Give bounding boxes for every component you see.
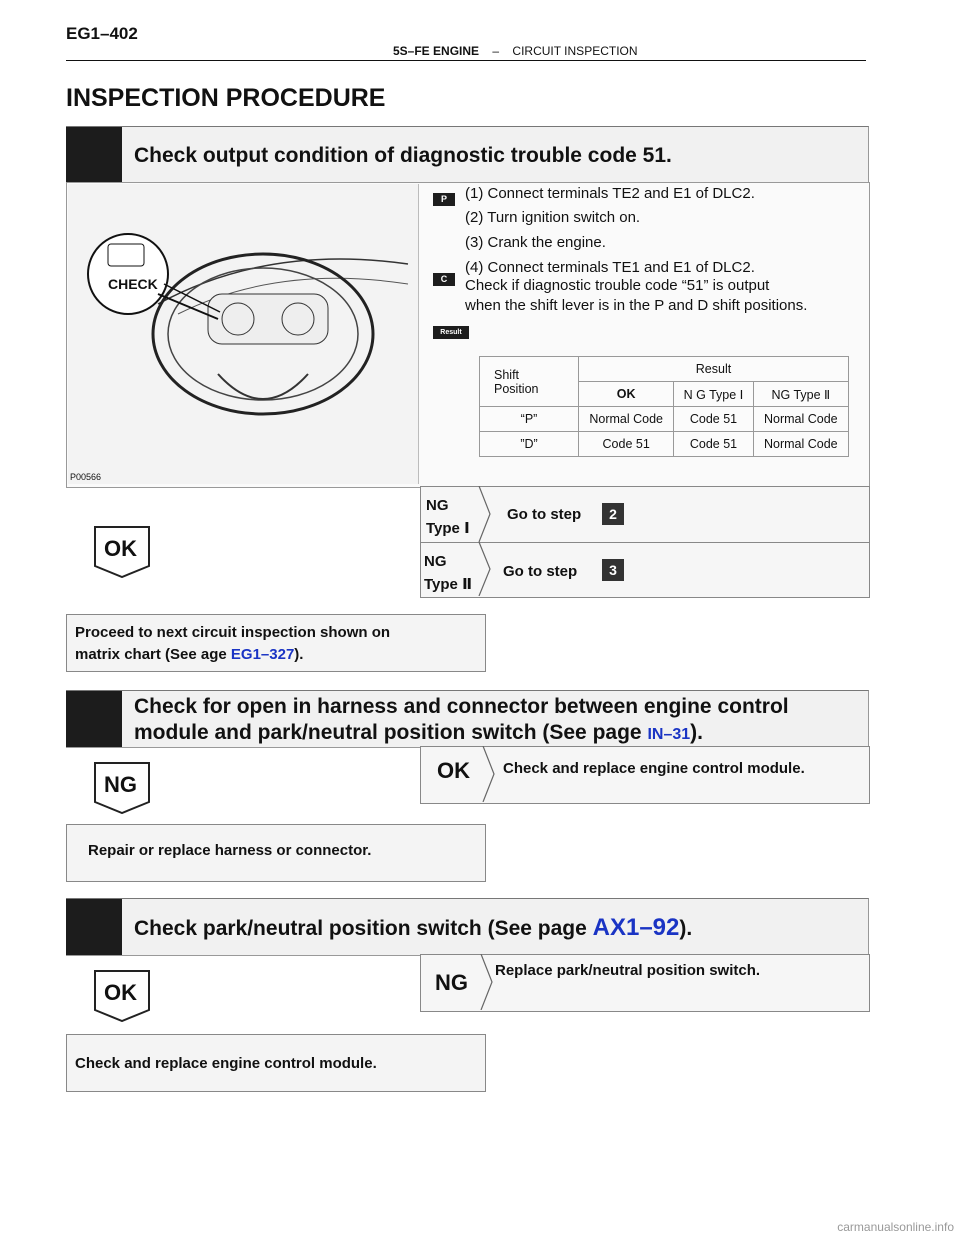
row-ng2: Normal Code <box>753 432 848 457</box>
engine-label: 5S–FE ENGINE <box>393 44 480 58</box>
row-pos: “P” <box>480 407 579 432</box>
ng2-arrow <box>478 542 492 596</box>
col-shift-line2: Position <box>494 381 539 396</box>
step2-ok-arrow <box>482 746 496 802</box>
proceed-line2-pre: matrix chart (See age <box>75 646 231 663</box>
badge-result: Result <box>433 326 469 339</box>
step1-header <box>66 126 869 184</box>
ng2-label-line1: NG <box>424 553 447 570</box>
ng1-label-line2: Type Ⅰ <box>426 520 470 537</box>
table-row <box>480 407 849 432</box>
step3-title <box>134 915 692 942</box>
dashboard-drawing <box>68 184 418 484</box>
row-ng1: Code 51 <box>674 432 753 457</box>
proceed-box <box>66 614 486 672</box>
step1-title: Check output condition of diagnostic trouble code 51. <box>134 144 672 167</box>
result-table <box>479 356 849 457</box>
step2-ng-action: Repair or replace harness or connector. <box>88 842 372 859</box>
row-pos: ”D” <box>480 432 579 457</box>
ng1-action: Go to step <box>507 506 582 523</box>
badge-p: P <box>433 193 455 206</box>
table-row <box>480 432 849 457</box>
step2-title-line1: Check for open in harness and connector between engine control <box>134 695 789 718</box>
badge-c: C <box>433 273 455 286</box>
illustration-code: P00566 <box>70 472 102 482</box>
ng2-label-line2: Type Ⅱ <box>424 576 472 593</box>
ng1-step-number[interactable]: 2 <box>602 503 624 525</box>
step3-title-post: ). <box>679 917 693 940</box>
proceed-link[interactable]: EG1–327 <box>230 646 295 663</box>
sub-ng1: N G Type Ⅰ <box>674 382 753 407</box>
step3-header <box>66 898 869 956</box>
sub-ok: OK <box>579 382 674 407</box>
page-title: INSPECTION PROCEDURE <box>66 84 386 112</box>
instruction-2: (2) Turn ignition switch on. <box>465 209 641 226</box>
ng1-label-line1: NG <box>426 497 449 514</box>
col-result: Result <box>579 357 849 382</box>
page-number: EG1–402 <box>66 24 138 43</box>
ok-label: OK <box>104 536 137 561</box>
row-ng1: Code 51 <box>674 407 753 432</box>
instruction-3: (3) Crank the engine. <box>465 234 606 251</box>
step1-number-tab <box>66 127 122 183</box>
instruction-1: (1) Connect terminals TE2 and E1 of DLC2. <box>465 185 755 202</box>
check-line-1: Check if diagnostic trouble code “51” is output <box>465 277 770 294</box>
watermark: carmanualsonline.info <box>837 1220 954 1234</box>
proceed-line2-post: ). <box>294 646 304 663</box>
row-ok: Code 51 <box>579 432 674 457</box>
step2-link[interactable]: IN–31 <box>647 726 691 743</box>
step3-ng-label: NG <box>435 970 468 995</box>
ng1-arrow <box>478 486 492 542</box>
step2-title-line2-pre: module and park/neutral position switch (See page <box>134 721 648 744</box>
col-shift-position <box>480 357 579 407</box>
col-shift-line1: Shift <box>494 367 520 382</box>
row-ok: Normal Code <box>579 407 674 432</box>
section-label: CIRCUIT INSPECTION <box>512 44 638 58</box>
header-separator: – <box>492 44 500 58</box>
step3-ok-action: Check and replace engine control module. <box>75 1055 377 1072</box>
step3-ok-label: OK <box>104 980 137 1005</box>
step2-title-line2-post: ). <box>690 721 703 744</box>
sub-ng2: NG Type Ⅱ <box>753 382 848 407</box>
header-rule <box>66 60 866 61</box>
section-header <box>393 44 638 58</box>
check-label: CHECK <box>108 276 158 292</box>
dashboard-illustration <box>68 184 419 484</box>
step2-ok-action: Check and replace engine control module. <box>503 760 805 777</box>
step2-title-line2 <box>134 720 703 748</box>
ng2-step-number[interactable]: 3 <box>602 559 624 581</box>
step2-header <box>66 690 869 748</box>
step3-title-pre: Check park/neutral position switch (See page <box>134 917 593 940</box>
ng2-action: Go to step <box>503 563 578 580</box>
step3-ng-action: Replace park/neutral position switch. <box>495 962 761 979</box>
instruction-4: (4) Connect terminals TE1 and E1 of DLC2. <box>465 259 755 276</box>
step2-number-tab <box>66 691 122 747</box>
step3-link[interactable]: AX1–92 <box>592 914 680 941</box>
step2-ok-label: OK <box>437 758 470 783</box>
row-ng2: Normal Code <box>753 407 848 432</box>
check-line-2: when the shift lever is in the P and D shift positions. <box>465 297 808 314</box>
step3-ng-arrow <box>480 954 494 1010</box>
proceed-line2 <box>75 646 303 663</box>
step3-number-tab <box>66 899 122 955</box>
step2-ng-label: NG <box>104 772 137 797</box>
proceed-line1: Proceed to next circuit inspection shown on <box>75 624 391 641</box>
